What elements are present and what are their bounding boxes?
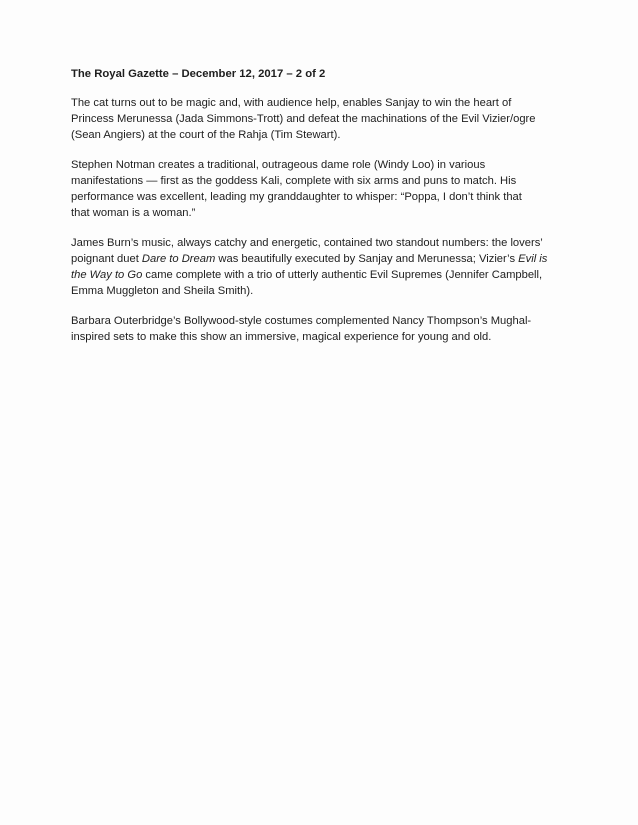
song-title-dare-to-dream: Dare to Dream bbox=[141, 253, 216, 265]
text-line: The cat turns out to be magic and, with audience help, enables Sanjay to win the heart of bbox=[71, 97, 512, 109]
article-content bbox=[71, 66, 559, 359]
text-segment: poignant duet bbox=[71, 253, 142, 265]
paragraph-3 bbox=[71, 235, 559, 299]
text-line: that woman is a woman.” bbox=[71, 207, 196, 219]
text-segment: was beautifully executed by Sanjay and Merunessa; Vizier’s bbox=[215, 253, 519, 265]
text-line: manifestations — first as the goddess Kali, complete with six arms and puns to match. His bbox=[71, 175, 517, 187]
text-line bbox=[71, 251, 559, 267]
song-title-evil-is-the-way-to-go-part1: Evil is bbox=[518, 253, 548, 265]
text-line: Emma Muggleton and Sheila Smith). bbox=[71, 285, 254, 297]
song-title-evil-is-the-way-to-go-part2: the Way to Go bbox=[71, 269, 143, 281]
text-line: James Burn’s music, always catchy and energetic, contained two standout numbers: the lovers’ bbox=[71, 237, 543, 249]
text-segment: came complete with a trio of utterly authentic Evil Supremes (Jennifer Campbell, bbox=[142, 269, 543, 281]
paragraph-2 bbox=[71, 157, 559, 221]
text-line: Stephen Notman creates a traditional, outrageous dame role (Windy Loo) in various bbox=[71, 159, 486, 171]
text-line: performance was excellent, leading my granddaughter to whisper: “Poppa, I don’t think that bbox=[71, 191, 522, 203]
text-line: inspired sets to make this show an immersive, magical experience for young and old. bbox=[71, 331, 492, 343]
page-header: The Royal Gazette – December 12, 2017 – 2 of 2 bbox=[71, 68, 326, 80]
text-line: (Sean Angiers) at the court of the Rahja (Tim Stewart). bbox=[71, 129, 341, 141]
paragraph-4 bbox=[71, 313, 559, 345]
text-line bbox=[71, 267, 559, 283]
text-line: Barbara Outerbridge’s Bollywood-style costumes complemented Nancy Thompson’s Mughal- bbox=[71, 315, 532, 327]
paragraph-1 bbox=[71, 95, 559, 143]
text-line: Princess Merunessa (Jada Simmons-Trott) and defeat the machinations of the Evil Vizier/ogre bbox=[71, 113, 536, 125]
